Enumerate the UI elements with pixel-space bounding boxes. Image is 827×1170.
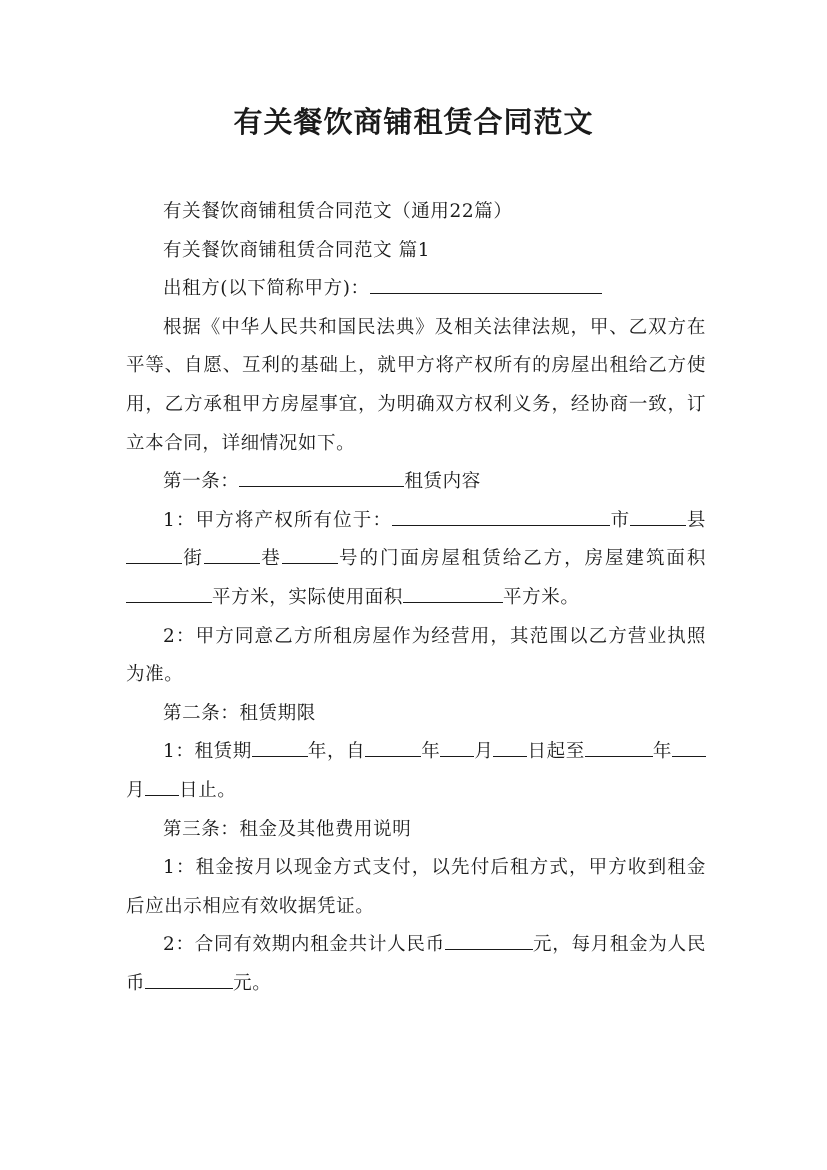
street-blank bbox=[126, 544, 182, 564]
lessor-blank bbox=[370, 274, 602, 294]
article-1-blank bbox=[239, 467, 404, 487]
paragraph-article-1-item-2: 2：甲方同意乙方所租房屋作为经营用，其范围以乙方营业执照为准。 bbox=[126, 625, 706, 686]
paragraph-article-3-item-1: 1：租金按月以现金方式支付，以先付后租方式，甲方收到租金后应出示相应有效收据凭证。 bbox=[126, 857, 706, 917]
paragraph-lessor: 出租方(以下简称甲方)： bbox=[126, 270, 706, 309]
paragraph-article-1-item-1: 1：甲方将产权所有位于： 市 县街 巷 号的门面房屋租赁给乙方，房屋建筑面积 平方米，实际使用面积 平方米。 bbox=[126, 502, 706, 618]
document-body bbox=[126, 193, 706, 1003]
monthly-rent-blank bbox=[145, 968, 233, 988]
term-years-blank bbox=[252, 737, 308, 757]
paragraph-heading: 有关餐饮商铺租赁合同范文 篇1 bbox=[163, 239, 431, 261]
paragraph-article-2-item-1: 1：租赁期 年，自 年 月 日起至 年月 日止。 bbox=[126, 733, 706, 810]
start-day-blank bbox=[493, 737, 527, 757]
paragraph-article-1: 第一条： 租赁内容 bbox=[126, 463, 706, 502]
paragraph-subtitle: 有关餐饮商铺租赁合同范文（通用22篇） bbox=[163, 201, 513, 222]
county-blank bbox=[630, 505, 686, 525]
start-month-blank bbox=[440, 737, 474, 757]
end-year-blank bbox=[585, 737, 653, 757]
paragraph-article-3-item-2: 2：合同有效期内租金共计人民币 元，每月租金为人民币 元。 bbox=[126, 926, 706, 1003]
building-area-blank bbox=[126, 583, 212, 603]
address-blank bbox=[392, 505, 610, 525]
lane-blank bbox=[204, 544, 260, 564]
end-month-blank bbox=[672, 737, 706, 757]
paragraph-preamble: 根据《中华人民共和国民法典》及相关法律法规，甲、乙双方在平等、自愿、互利的基础上，就甲方将产权所有的房屋出租给乙方使用，乙方承租甲方房屋事宜，为明确双方权利义务，经协商一致，订立本合同，详细情况如下。 bbox=[126, 316, 706, 454]
document-title: 有关餐饮商铺租赁合同范文 bbox=[233, 105, 594, 139]
start-year-blank bbox=[365, 737, 421, 757]
total-rent-blank bbox=[445, 930, 533, 950]
paragraph-article-3: 第三条：租金及其他费用说明 bbox=[163, 818, 412, 840]
end-day-blank bbox=[145, 775, 179, 795]
number-blank bbox=[282, 544, 338, 564]
paragraph-article-2: 第二条：租赁期限 bbox=[163, 702, 316, 724]
usable-area-blank bbox=[403, 583, 503, 603]
